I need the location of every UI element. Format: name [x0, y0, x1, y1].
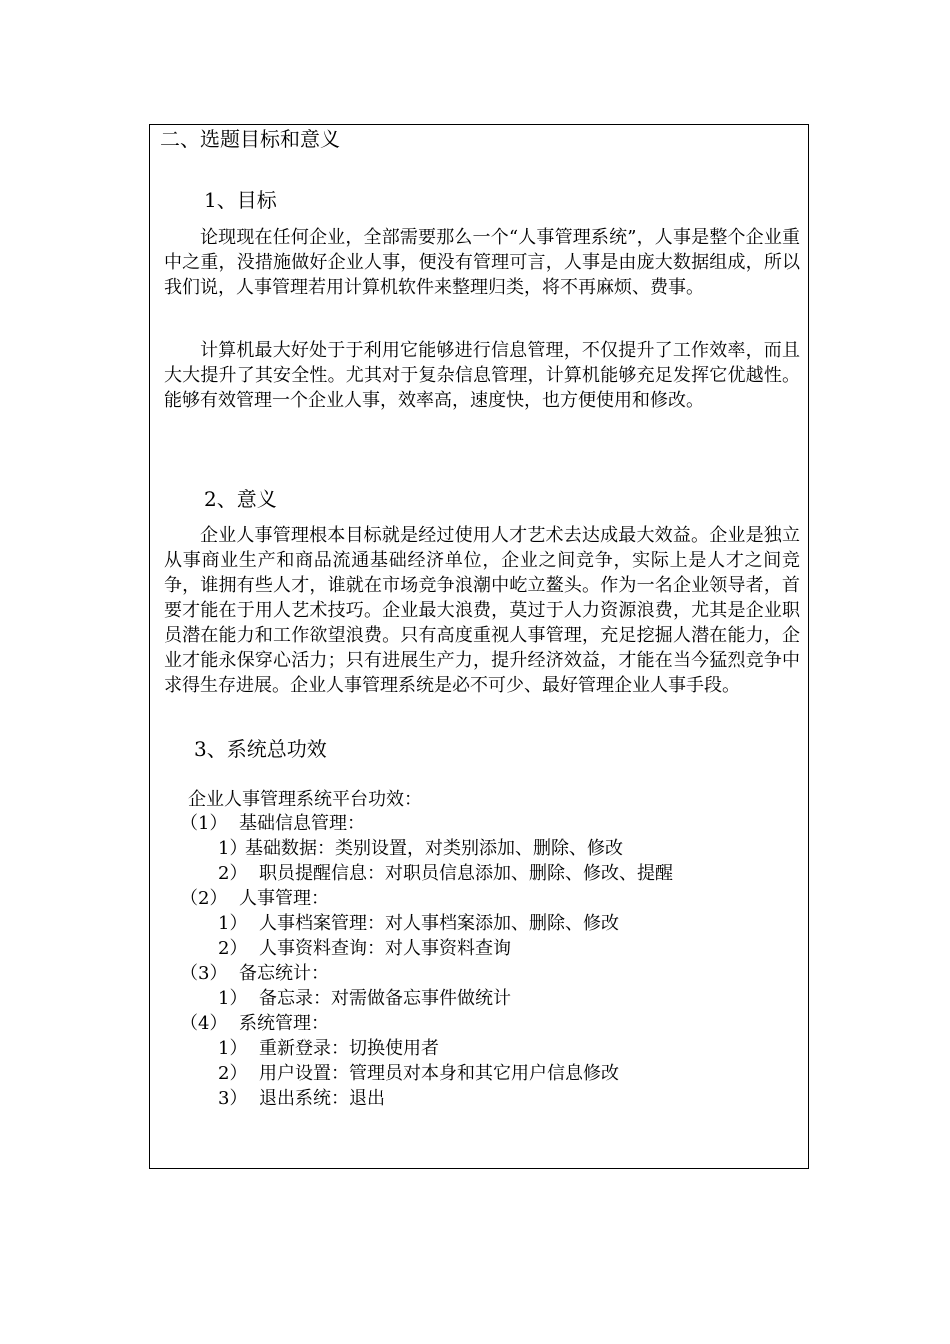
item-number: 1）: [218, 988, 248, 1009]
item-text: 人事档案管理：对人事档案添加、删除、修改: [259, 913, 619, 934]
document-frame: [149, 124, 809, 1169]
item-text: 用户设置：管理员对本身和其它用户信息修改: [259, 1063, 619, 1084]
item-text: 退出系统：退出: [259, 1088, 385, 1109]
item-text: 职员提醒信息：对职员信息添加、删除、修改、提醒: [259, 863, 673, 884]
meaning-paragraph: 企业人事管理根本目标就是经过使用人才艺术去达成最大效益。企业是独立从事商业生产和商品流通基础经济单位，企业之间竞争，实际上是人才之间竞争，谁拥有些人才，谁就在市场竞争浪潮中屹立鳌头。作为一名企业领导者，首要才能在于用人艺术技巧。企业最大浪费，莫过于人力资源浪费，尤其是企业职员潜在能力和工作欲望浪费。只有高度重视人事管理，充足挖掘人潜在能力，企业才能永保穿心活力；只有进展生产力，提升经济效益，才能在当今猛烈竞争中求得生存进展。企业人事管理系统是必不可少、最好管理企业人事手段。: [164, 525, 800, 696]
item-number: 2）: [218, 863, 248, 884]
group-label: 人事管理：: [239, 888, 329, 909]
group-number: （2）: [180, 888, 228, 909]
goal-paragraph-1: 论现现在任何企业，全部需要那么一个“人事管理系统”，人事是整个企业重中之重，没措施做好企业人事，便没有管理可言，人事是由庞大数据组成，所以我们说，人事管理若用计算机软件来整理归类，将不再麻烦、费事。: [164, 227, 800, 298]
item-number: 1）: [218, 838, 248, 859]
group-label: 系统管理：: [239, 1013, 329, 1034]
item-number: 2）: [218, 938, 248, 959]
group-number: （4）: [180, 1013, 228, 1034]
group-label: 备忘统计：: [239, 963, 329, 984]
item-number: 2）: [218, 1063, 248, 1084]
goal-paragraph-2: 计算机最大好处于于利用它能够进行信息管理，不仅提升了工作效率，而且大大提升了其安全性。尤其对于复杂信息管理，计算机能够充足发挥它优越性。能够有效管理一个企业人事，效率高，速度快，也方便使用和修改。: [164, 340, 800, 411]
functions-intro: 企业人事管理系统平台功效：: [188, 789, 422, 810]
group-number: （3）: [180, 963, 228, 984]
item-number: 1）: [218, 1038, 248, 1059]
item-text: 基础数据：类别设置，对类别添加、删除、修改: [245, 838, 623, 859]
item-text: 备忘录：对需做备忘事件做统计: [259, 988, 511, 1009]
meaning-heading: 2、意义: [204, 487, 277, 511]
item-text: 重新登录：切换使用者: [259, 1038, 439, 1059]
functions-heading: 3、系统总功效: [194, 737, 327, 761]
section-title: 二、选题目标和意义: [160, 127, 340, 151]
item-number: 3）: [218, 1088, 248, 1109]
goal-heading: 1、目标: [204, 188, 277, 212]
group-label: 基础信息管理：: [239, 813, 365, 834]
group-number: （1）: [180, 813, 228, 834]
item-text: 人事资料查询：对人事资料查询: [259, 938, 511, 959]
item-number: 1）: [218, 913, 248, 934]
